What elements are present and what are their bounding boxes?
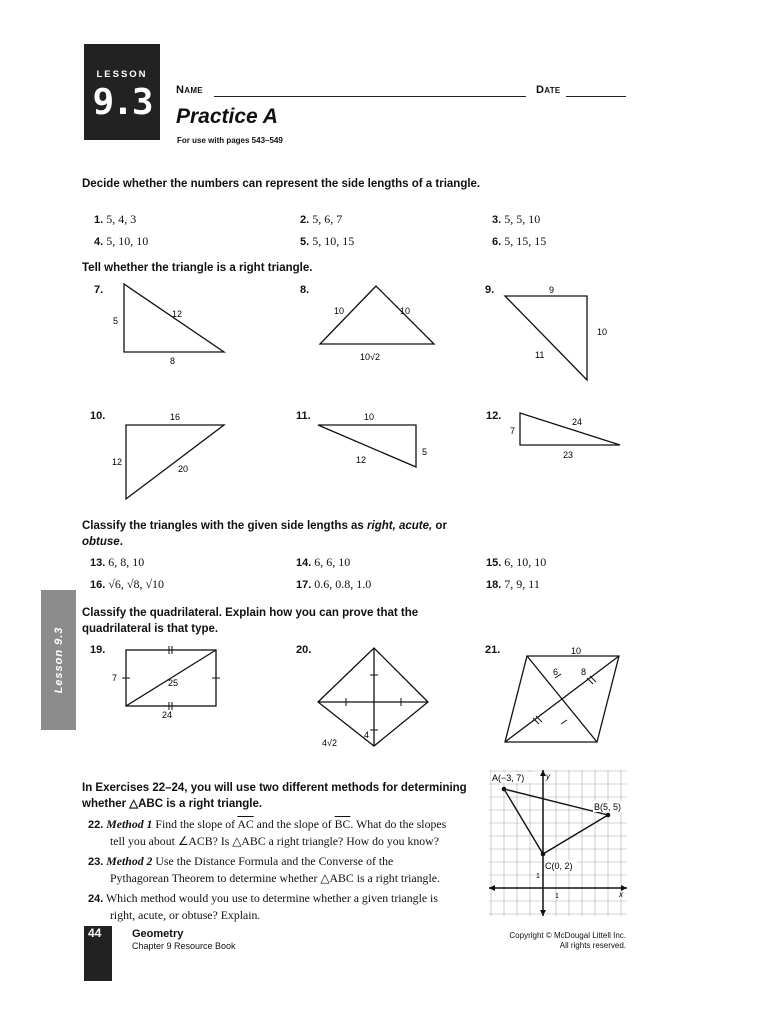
svg-text:12: 12 [356, 455, 367, 465]
triangle-8 [310, 280, 450, 370]
section4-heading: Classify the quadrilateral. Explain how you can prove that the quadrilateral is that type. [82, 607, 419, 635]
svg-text:4√2: 4√2 [322, 738, 337, 748]
exercise-13: 13. 6, 8, 10 [90, 555, 145, 569]
lesson-number: 9.3 [92, 82, 152, 123]
page-number: 44 [88, 926, 102, 940]
name-label: Name [176, 84, 203, 96]
triangle-7 [100, 280, 250, 370]
exercise-24: 24. Which method would you use to determine whether a given triangle is right, acute, or obtuse? Explain. [88, 891, 438, 922]
exercise-6: 6. 5, 15, 15 [492, 234, 547, 248]
section1-heading: Decide whether the numbers can represent the side lengths of a triangle. [82, 178, 481, 190]
coordinate-graph [489, 770, 629, 918]
problem-12-number: 12. [486, 410, 502, 422]
page-title: Practice A [176, 105, 278, 128]
x-axis-label: x [619, 890, 623, 899]
exercise-16: 16. √6, √8, √10 [90, 577, 165, 591]
problem-7-number: 7. [94, 284, 104, 296]
quadrilateral-21 [495, 642, 630, 747]
svg-text:24: 24 [572, 417, 583, 427]
problem-8-number: 8. [300, 284, 310, 296]
svg-text:7: 7 [510, 426, 516, 436]
exercise-18: 18. 7, 9, 11 [486, 577, 540, 591]
exercise-4: 4. 5, 10, 10 [94, 234, 149, 248]
svg-text:9: 9 [549, 285, 555, 295]
exercise-17: 17. 0.6, 0.8, 1.0 [296, 577, 372, 591]
problem-9-number: 9. [485, 284, 495, 296]
side-tab [41, 590, 76, 730]
svg-text:11: 11 [535, 350, 545, 360]
problem-20-number: 20. [296, 644, 312, 656]
svg-text:12: 12 [112, 457, 123, 467]
lesson-badge [84, 44, 160, 140]
y-tick-one: 1 [536, 873, 540, 880]
problem-10-number: 10. [90, 410, 106, 422]
date-field[interactable] [566, 96, 626, 97]
triangle-9 [495, 280, 625, 390]
exercise-23: 23. Method 2 Use the Distance Formula and the Converse of the Pythagorean Theorem to determine whether △ABC is a right triangle. [88, 854, 440, 885]
problem-19-number: 19. [90, 644, 106, 656]
side-tab-label: Lesson 9.3 [52, 626, 65, 694]
date-label: Date [536, 84, 561, 96]
x-tick-one: 1 [555, 893, 559, 900]
exercise-3: 3. 5, 5, 10 [492, 212, 541, 226]
svg-text:10√2: 10√2 [360, 352, 380, 362]
section3-heading: Classify the triangles with the given side lengths as right, acute, or obtuse. [82, 520, 447, 548]
svg-text:10: 10 [364, 412, 375, 422]
triangle-10 [100, 405, 240, 505]
svg-text:7: 7 [112, 673, 118, 683]
svg-text:25: 25 [168, 678, 179, 688]
book-subtitle: Chapter 9 Resource Book [132, 941, 236, 951]
svg-text:16: 16 [170, 412, 181, 422]
svg-text:5: 5 [113, 316, 119, 326]
point-a-label: A(−3, 7) [492, 773, 525, 783]
svg-text:8: 8 [581, 667, 587, 677]
svg-text:5: 5 [422, 447, 428, 457]
section5-heading: In Exercises 22–24, you will use two different methods for determining whether △ABC is a right triangle. [82, 782, 467, 810]
name-field[interactable] [214, 96, 526, 97]
svg-text:10: 10 [571, 646, 582, 656]
problem-21-number: 21. [485, 644, 501, 656]
svg-text:6: 6 [553, 667, 559, 677]
svg-text:10: 10 [400, 306, 411, 316]
problem-11-number: 11. [296, 410, 311, 422]
lesson-word: LESSON [96, 69, 148, 80]
svg-text:8: 8 [170, 356, 176, 366]
svg-text:10: 10 [334, 306, 345, 316]
book-title: Geometry [132, 928, 184, 940]
triangle-11 [310, 405, 440, 475]
svg-text:24: 24 [162, 710, 173, 720]
exercise-14: 14. 6, 6, 10 [296, 555, 351, 569]
triangle-12 [500, 405, 625, 465]
y-axis-label: y [546, 772, 550, 781]
svg-text:20: 20 [178, 464, 189, 474]
point-c-label: C(0, 2) [545, 861, 573, 871]
exercise-15: 15. 6, 10, 10 [486, 555, 547, 569]
quadrilateral-19 [100, 640, 230, 725]
svg-text:12: 12 [172, 309, 183, 319]
point-b-label: B(5, 5) [594, 802, 622, 812]
quadrilateral-20 [310, 640, 450, 755]
svg-text:4: 4 [364, 730, 370, 740]
svg-text:10: 10 [597, 327, 608, 337]
copyright: Copyright © McDougal Littell Inc. All rights reserved. [509, 931, 626, 950]
exercise-5: 5. 5, 10, 15 [300, 234, 355, 248]
exercise-22: 22. Method 1 Find the slope of $\overline{AC}$ and the slope of $\overline{BC}$. What do the slopes tell you about ∠ACB? Is △ABC a right triangle? How do you know? [88, 817, 447, 848]
for-use-note: For use with pages 543–549 [177, 136, 283, 145]
svg-text:23: 23 [563, 450, 574, 460]
exercise-1: 1. 5, 4, 3 [94, 212, 137, 226]
exercise-2: 2. 5, 6, 7 [300, 212, 343, 226]
section2-heading: Tell whether the triangle is a right triangle. [82, 262, 313, 274]
